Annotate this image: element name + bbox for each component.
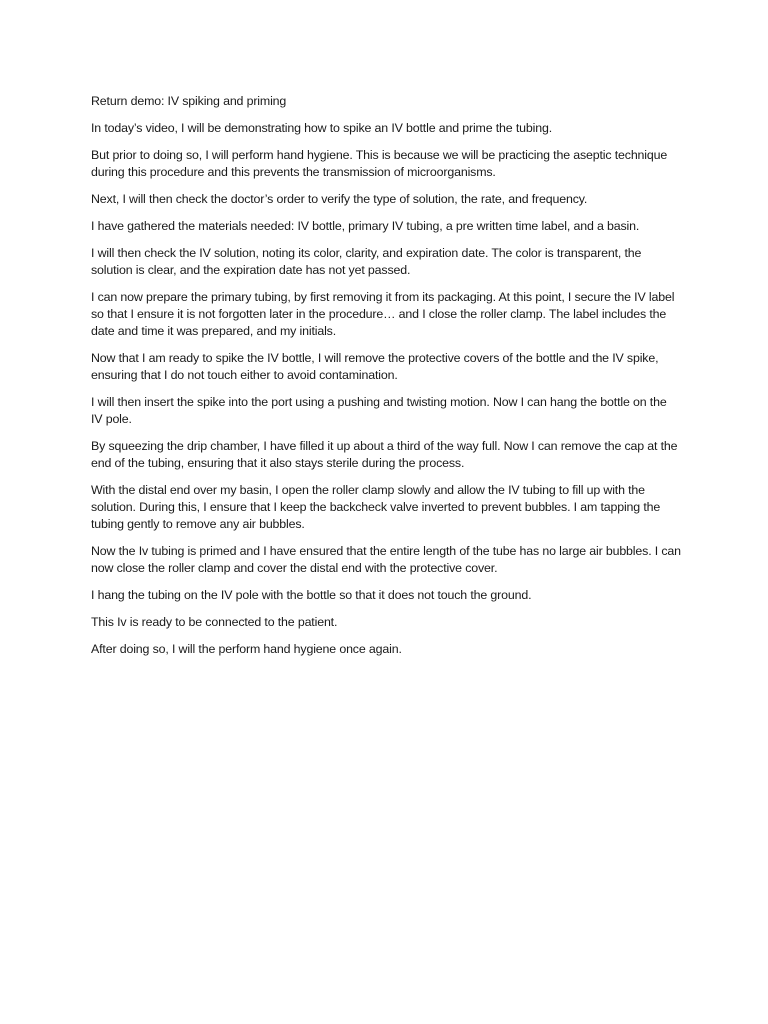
paragraph-1: In today’s video, I will be demonstrating how to spike an IV bottle and prime the tubing. [91,121,552,135]
paragraph-2: But prior to doing so, I will perform hand hygiene. This is because we will be practicing the aseptic technique during this procedure and this prevents the transmission of microorganisms. [91,148,668,179]
paragraph-11: Now the Iv tubing is primed and I have ensured that the entire length of the tube has no large air bubbles. I can now close the roller clamp and cover the distal end with the protective cover. [91,544,681,575]
paragraph-12: I hang the tubing on the IV pole with the bottle so that it does not touch the ground. [91,588,532,602]
paragraph-10: With the distal end over my basin, I open the roller clamp slowly and allow the IV tubing to fill up with the solution. During this, I ensure that I keep the backcheck valve inverted to prevent bubbles. I am tapping the tubing gently to remove any air bubbles. [91,483,661,531]
paragraph-9: By squeezing the drip chamber, I have filled it up about a third of the way full. Now I can remove the cap at the end of the tubing, ensuring that it also stays sterile during the process. [91,439,678,470]
paragraph-6: I can now prepare the primary tubing, by first removing it from its packaging. At this point, I secure the IV label so that I ensure it is not forgotten later in the procedure… and I close the roller clamp. The label includes the date and time it was prepared, and my initials. [91,290,675,338]
paragraph-5: I will then check the IV solution, noting its color, clarity, and expiration date. The color is transparent, the solution is clear, and the expiration date has not yet passed. [91,246,642,277]
document-body [91,93,681,668]
paragraph-7: Now that I am ready to spike the IV bottle, I will remove the protective covers of the bottle and the IV spike, ensuring that I do not touch either to avoid contamination. [91,351,659,382]
paragraph-3: Next, I will then check the doctor’s order to verify the type of solution, the rate, and frequency. [91,192,588,206]
paragraph-8: I will then insert the spike into the port using a pushing and twisting motion. Now I can hang the bottle on the IV pole. [91,395,667,426]
paragraph-4: I have gathered the materials needed: IV bottle, primary IV tubing, a pre written time label, and a basin. [91,219,640,233]
paragraph-14: After doing so, I will the perform hand hygiene once again. [91,642,402,656]
paragraph-13: This Iv is ready to be connected to the patient. [91,615,338,629]
document-title: Return demo: IV spiking and priming [91,94,287,108]
